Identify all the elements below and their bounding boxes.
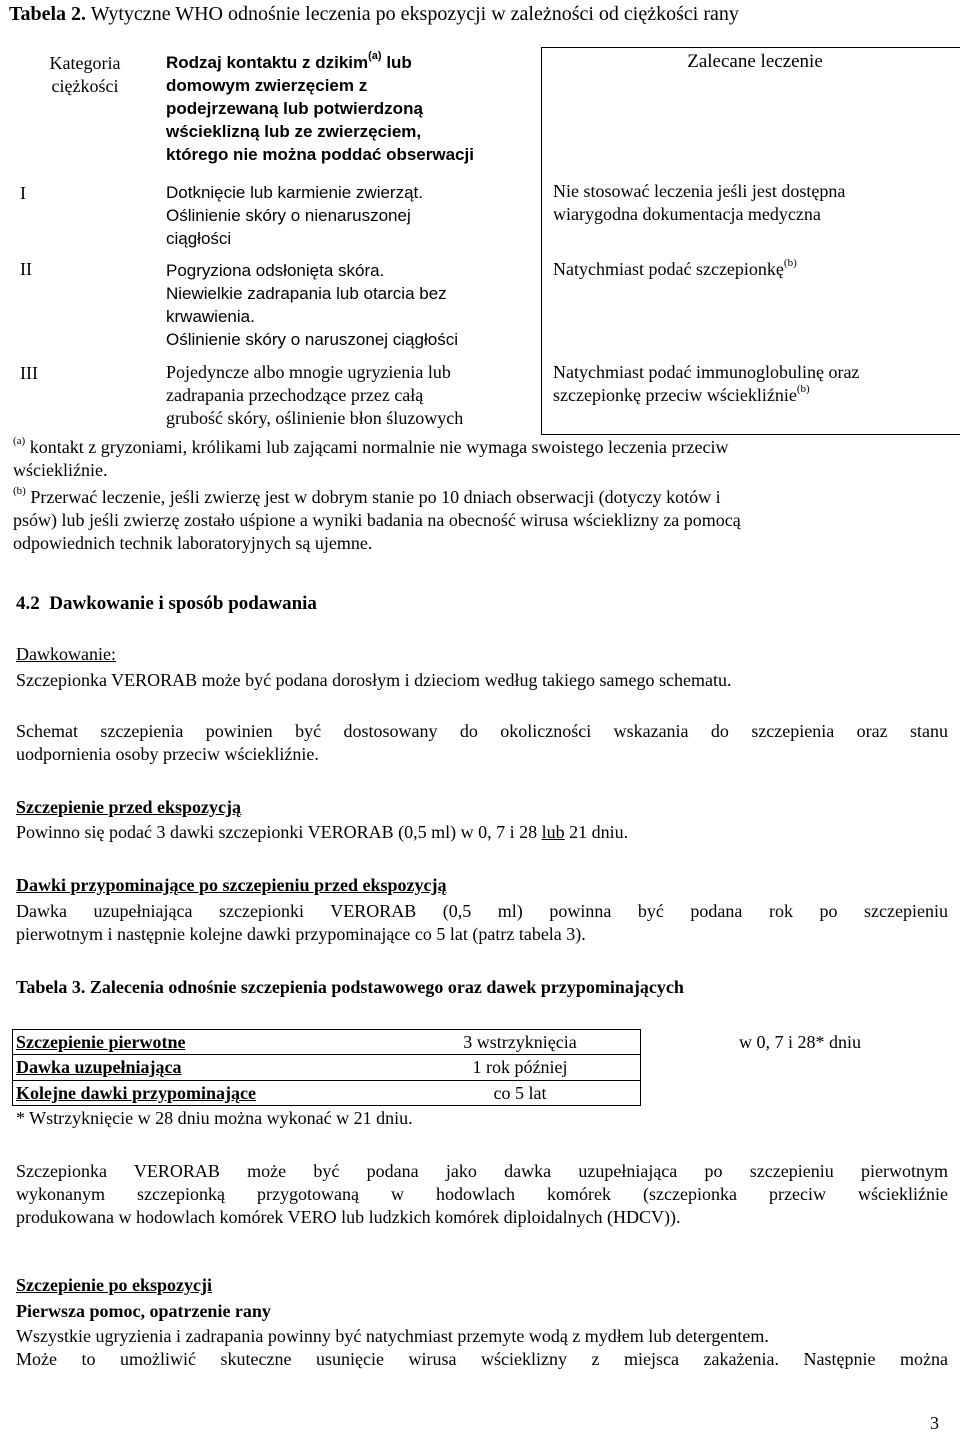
table2-caption-text: Wytyczne WHO odnośnie leczenia po ekspozycji w zależności od ciężkości rany [86,3,739,25]
table2-footnote-b: $^{(b)}$ Przerwać leczenie, jeśli zwierzę jest w dobrym stanie po 10 dniach obserwacji (dotyczy kotów i psów) lub jeśli zwierzę zostało uśpione a wyniki badania na obecność wirusa wścieklizny za pomocą odpowiednich technik laboratoryjnych są ujemne. [13,485,741,553]
table2-row3-treatment: Natychmiast podać immunoglobulinę oraz szczepionkę przeciw wściekliźnie$^{(b)}$ [553,362,860,405]
section-heading: 4.2 Dawkowanie i sposób podawania [16,593,317,614]
table3-top-border [12,1029,640,1030]
booster-paragraph: Dawka uzupełniająca szczepionki VERORAB (0,5 ml) powinna być podana rok po szczepieniu pierwotnym i następnie kolejne dawki przypominające co 5 lat (patrz tabela 3). [16,901,948,944]
table2-row1-contact: Dotknięcie lub karmienie zwierząt. Oślinienie skóry o nienaruszonej ciągłości [166,183,423,248]
table3-row-divider [12,1054,640,1055]
table3-right-border [640,1029,641,1106]
verorab-booster-paragraph: Szczepionka VERORAB może być podana jako dawka uzupełniająca po szczepieniu pierwotnym wykonanym szczepionką przygotowaną w hodowlach komórek (szczepionka przeciw wściekliźnie produkowana w hodowlach komórek VERO lub ludzkich komórek diploidalnych (HDCV)). [16,1161,948,1227]
table3-row1-extra: w 0, 7 i 28* dniu [738,1032,861,1052]
table3-left-border [12,1029,13,1106]
table2-header-category: Kategoria ciężkości [49,53,121,96]
table2-row2-contact: Pogryziona odsłonięta skóra. Niewielkie zadrapania lub otarcia bez krwawienia. Oślinienie skóry o naruszonej ciągłości [166,261,458,349]
table2-footnote-a: $^{(a)}$ kontakt z gryzoniami, królikami lub zającami normalnie nie wymaga swoistego leczenia przeciw wściekliźnie. [13,435,729,480]
table2-header-contact: Rodzaj kontaktu z dzikim$^{(a)}$ lub domowym zwierzęciem z podejrzewaną lub potwierdzoną wścieklizną lub ze zwierzęciem, którego nie można poddać obserwacji [166,50,474,164]
dosage-label: Dawkowanie: [16,644,116,664]
page-number: 3 [930,1413,939,1433]
table2-caption [9,3,739,26]
table3-row1-value: 3 wstrzyknięcia [463,1032,577,1052]
table2-header-treatment: Zalecane leczenie [687,51,823,72]
table3-footnote: * Wstrzyknięcie w 28 dniu można wykonać w 21 dniu. [16,1108,413,1128]
table3-row2-value: 1 rok później [472,1057,568,1077]
table3-bottom-border [12,1105,640,1106]
table2-row3-category: III [20,363,38,383]
table2-row3-contact: Pojedyncze albo mnogie ugryzienia lub zadrapania przechodzące przez całą grubość skóry, oślinienie błon śluzowych [166,362,464,428]
table3-row1-label: Szczepienie pierwotne [16,1032,186,1052]
table3-row-divider [12,1080,640,1081]
table2-top-border [541,47,960,48]
table2-row1-treatment: Nie stosować leczenia jeśli jest dostępna wiarygodna dokumentacja medyczna [553,181,846,224]
table3-row2-label: Dawka uzupełniająca [16,1057,182,1077]
table2-bottom-border [541,434,960,435]
booster-heading: Dawki przypominające po szczepieniu przed ekspozycją [16,875,447,895]
table2-row1-category: I [20,183,26,203]
table2-caption-label: Tabela 2. [9,3,87,25]
dosage-text: Szczepionka VERORAB może być podana dorosłym i dzieciom według takiego samego schematu. [16,670,732,690]
table3-row3-label: Kolejne dawki przypominające [16,1083,256,1103]
table3-caption: Tabela 3. Zalecenia odnośnie szczepienia podstawowego oraz dawek przypominających [16,977,684,997]
table2-row2-treatment: Natychmiast podać szczepionkę$^{(b)}$ [553,257,797,279]
schedule-paragraph: Schemat szczepienia powinien być dostosowany do okoliczności wskazania do szczepienia oraz stanu uodpornienia osoby przeciw wściekliźnie. [16,721,948,764]
first-aid-subheading: Pierwsza pomoc, opatrzenie rany [16,1301,271,1321]
post-exposure-paragraph: Wszystkie ugryzienia i zadrapania powinny być natychmiast przemyte wodą z mydłem lub detergentem. Może to umożliwić skuteczne usunięcie wirusa wścieklizny z miejsca zakażenia. Następnie można [16,1326,948,1369]
table2-row2-category: II [20,259,32,279]
table3-row3-value: co 5 lat [493,1083,547,1103]
pre-exposure-text: Powinno się podać 3 dawki szczepionki VERORAB (0,5 ml) w 0, 7 i 28 lub 21 dniu. [16,822,629,842]
post-exposure-heading: Szczepienie po ekspozycji [16,1275,212,1295]
pre-exposure-heading: Szczepienie przed ekspozycją [16,797,241,817]
